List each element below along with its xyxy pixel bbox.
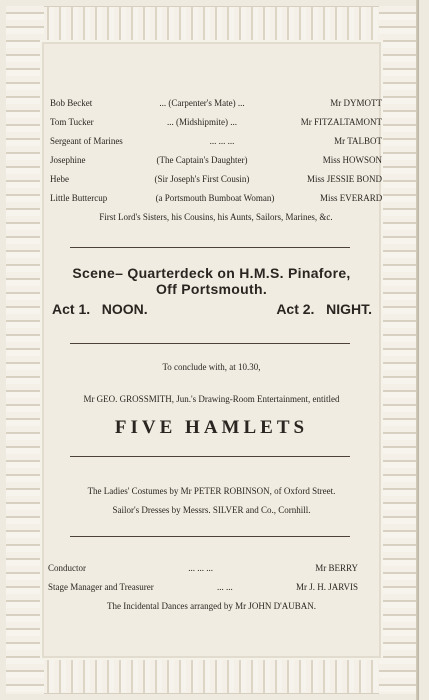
act-1-label: Act 1. [52,301,91,317]
cast-row [50,94,382,113]
scene-line-2: Off Portsmouth. [155,281,268,297]
cast-note: (Sir Joseph's First Cousin) [154,174,250,184]
embossed-border-left [6,6,44,694]
cast-list [50,94,382,227]
staff-name: Mr BERRY [315,563,358,573]
costumes-line: The Ladies' Costumes by Mr PETER ROBINSON, of Oxford Street. [87,486,336,496]
cast-actor: Mr DYMOTT [330,98,382,108]
cast-actor: Mr TALBOT [334,136,382,146]
act-2-label: Act 2. [276,301,315,317]
scene-line-1: Scene– Quarterdeck on H.M.S. Pinafore, [72,265,351,281]
cast-footer: First Lord's Sisters, his Cousins, his Aunts, Sailors, Marines, &c. [99,212,333,222]
cast-note: (The Captain's Daughter) [156,155,248,165]
cast-actor: Miss HOWSON [322,155,382,165]
act-1 [52,301,148,317]
dances-line: The Incidental Dances arranged by Mr JOHN D'AUBAN. [106,601,317,611]
cast-role: Tom Tucker [50,117,94,127]
staff-label: Conductor [48,563,86,573]
cast-note: (a Portsmouth Bumboat Woman) [155,193,275,203]
cast-row [50,113,382,132]
cast-row [50,151,382,170]
cast-actor: Miss JESSIE BOND [306,174,382,184]
cast-row [50,189,382,208]
cast-row [50,132,382,151]
scene-heading [44,265,379,297]
staff-name: Mr J. H. JARVIS [295,582,358,592]
cast-role: Bob Becket [50,98,93,108]
act-2 [276,301,372,317]
cast-row [50,170,382,189]
cast-role: Sergeant of Marines [50,136,123,146]
dresses-line: Sailor's Dresses by Messrs. SILVER and Co., Cornhill. [112,505,311,515]
divider [70,456,350,457]
cast-role: Little Buttercup [50,193,108,203]
cast-actor: Miss EVERARD [320,193,383,203]
cast-role: Josephine [50,155,86,165]
five-hamlets-title: FIVE HAMLETS [114,417,309,438]
conclude-line: To conclude with, at 10.30, [162,362,261,372]
cast-note: ... ... ... [209,136,235,146]
page-fold [416,0,419,700]
act-1-time: NOON. [101,301,148,317]
staff-label: Stage Manager and Treasurer [48,582,154,592]
act-2-time: NIGHT. [326,301,372,317]
cast-note: ... (Carpenter's Mate) ... [159,98,245,108]
divider [70,247,350,248]
grossmith-line: Mr GEO. GROSSMITH, Jun.'s Drawing-Room Entertainment, entitled [83,394,340,404]
cast-actor: Mr FITZALTAMONT [300,117,382,127]
acts-line [52,301,372,317]
staff-row [48,582,358,592]
cast-note: ... (Midshipmite) ... [167,117,237,127]
divider [70,343,350,344]
staff-dots: ... ... [216,582,233,592]
embossed-border-right [379,6,417,694]
cast-role: Hebe [50,174,69,184]
staff-row [48,563,358,573]
divider [70,536,350,537]
staff-dots: ... ... ... [188,563,213,573]
